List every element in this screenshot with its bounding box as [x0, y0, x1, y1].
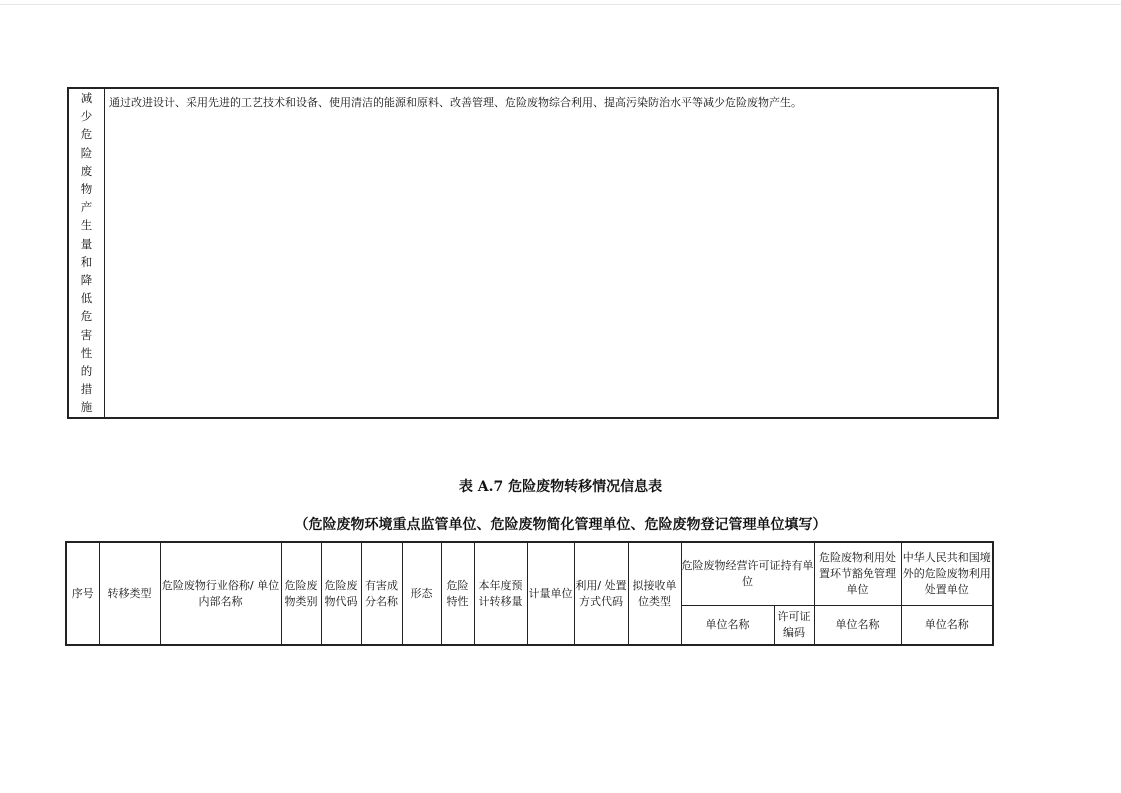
header-category: 危险废物类别 [281, 542, 321, 645]
header-licensed-group: 危险废物经营许可证持有单位 [681, 542, 814, 605]
header-industry-name: 危险废物行业俗称/ 单位内部名称 [160, 542, 281, 645]
label-char: 的 [80, 364, 93, 379]
measures-label [69, 89, 105, 417]
label-char: 少 [80, 109, 93, 124]
header-exempt-group: 危险废物利用处置环节豁免管理单位 [814, 542, 901, 605]
label-char: 措 [80, 382, 93, 397]
header-code: 危险废物代码 [321, 542, 361, 645]
measures-box [67, 87, 999, 419]
table-subtitle: （危险废物环境重点监管单位、危险废物简化管理单位、危险废物登记管理单位填写） [294, 517, 827, 533]
transfer-table [65, 541, 994, 646]
header-receiver-type: 拟接收单位类型 [628, 542, 681, 645]
label-char: 性 [80, 345, 93, 360]
header-exempt-unit-name: 单位名称 [814, 605, 901, 645]
header-license-code: 许可证编码 [774, 605, 814, 645]
label-char: 量 [80, 236, 93, 251]
header-harmful: 有害成分名称 [361, 542, 402, 645]
label-char: 和 [80, 254, 93, 269]
label-char: 生 [80, 218, 93, 233]
label-char: 施 [80, 400, 93, 415]
label-char: 物 [80, 182, 93, 197]
header-abroad-unit-name: 单位名称 [901, 605, 993, 645]
header-abroad-group: 中华人民共和国境外的危险废物利用处置单位 [901, 542, 993, 605]
label-char: 害 [80, 327, 93, 342]
label-char: 降 [80, 273, 93, 288]
label-char: 险 [80, 145, 93, 160]
header-property: 危险特性 [441, 542, 474, 645]
table-title: 表 A.7 危险废物转移情况信息表 [458, 479, 663, 495]
header-amount: 本年度预计转移量 [474, 542, 527, 645]
header-unit-name: 单位名称 [681, 605, 774, 645]
label-char: 危 [80, 127, 93, 142]
measures-text: 通过改进设计、采用先进的工艺技术和设备、使用清洁的能源和原料、改善管理、危险废物综合利用、提高污染防治水平等减少危险废物产生。 [109, 96, 802, 109]
header-form: 形态 [402, 542, 441, 645]
header-seq: 序号 [66, 542, 99, 645]
label-char: 减 [80, 91, 93, 105]
label-char: 低 [80, 291, 93, 306]
header-transfer-type: 转移类型 [99, 542, 160, 645]
header-method: 利用/ 处置方式代码 [574, 542, 628, 645]
label-char: 产 [80, 200, 93, 215]
header-unit: 计量单位 [527, 542, 574, 645]
label-char: 危 [80, 309, 93, 324]
label-char: 废 [80, 163, 93, 178]
top-rule [0, 4, 1121, 5]
